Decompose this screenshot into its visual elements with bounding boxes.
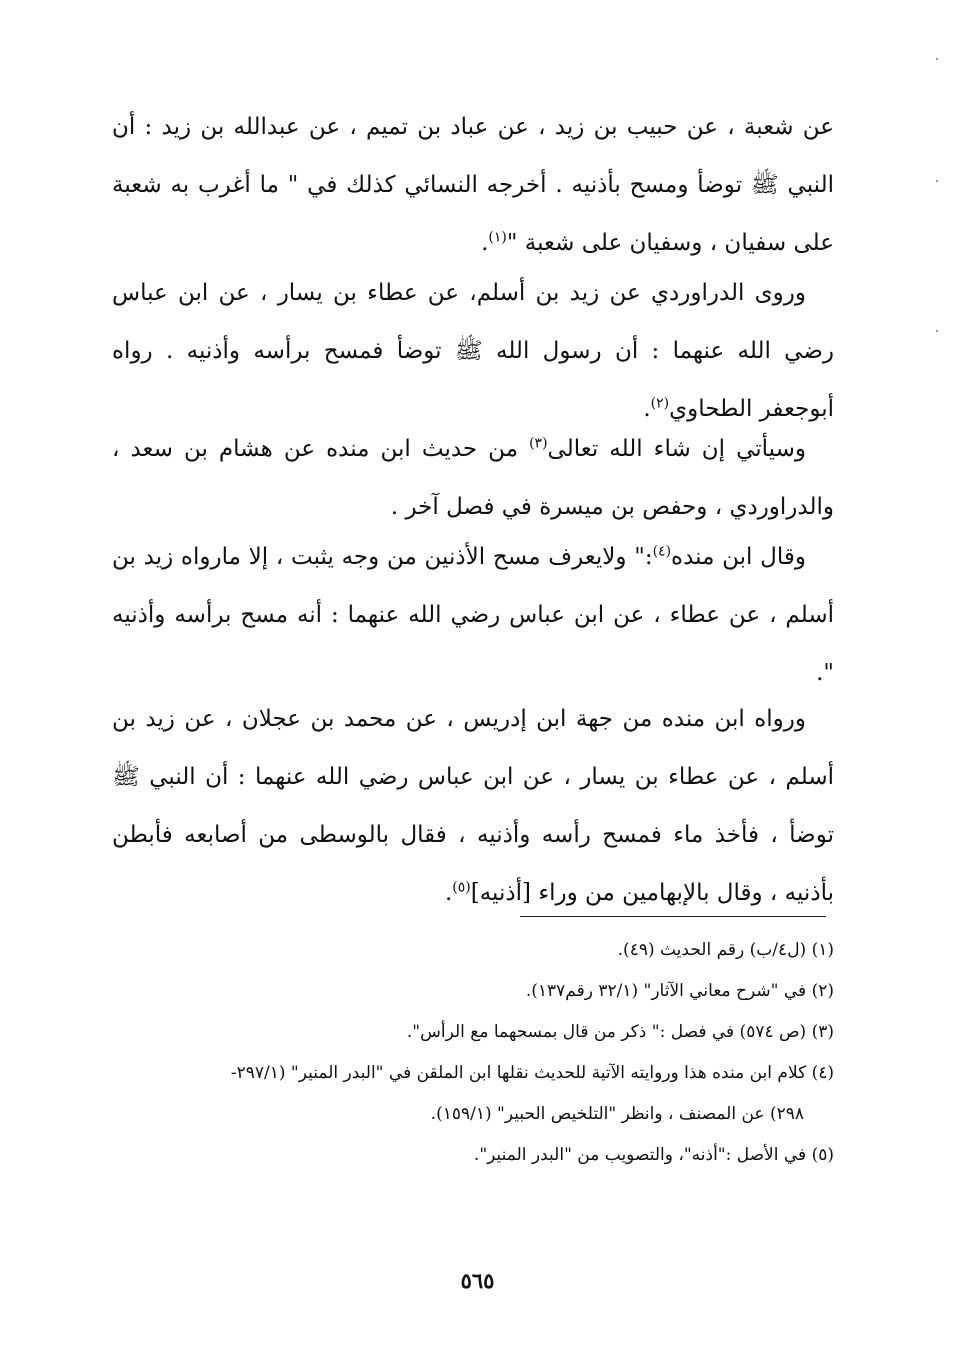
paragraph-tail: .: [444, 880, 453, 906]
footnote-1: (١) (ل٤/ب) رقم الحديث (٤٩).: [617, 940, 834, 960]
paragraph-4: [112, 528, 834, 702]
footnote-ref-1: (١): [488, 229, 507, 246]
paragraph-5: [112, 690, 834, 922]
margin-speck: [936, 180, 938, 182]
footnote-5: (٥) في الأصل :"أذنه"، والتصويب من "البدر المنير".: [473, 1145, 834, 1165]
footnote-ref-4: (٤): [652, 543, 672, 560]
footnote-2: (٢) في "شرح معاني الآثار" (٣٢/١ رقم١٣٧).: [525, 981, 834, 1001]
paragraph-tail: .: [643, 396, 651, 422]
footnote-4-continued: ٢٩٨) عن المصنف ، وانظر "التلخيص الحبير" (١٥٩/١).: [430, 1104, 804, 1124]
paragraph-tail: .: [481, 230, 489, 256]
paragraph-text: وسيأتي إن شاء الله تعالى: [547, 436, 806, 462]
footnote-4: (٤) كلام ابن منده هذا وروايته الآتية للحديث نقلها ابن الملقن في "البدر المنير" (٢٩٧/١-: [230, 1063, 834, 1083]
paragraph-text: وروى الدراوردي عن زيد بن أسلم، عن عطاء بن يسار ، عن ابن عباس رضي الله عنهما : أن رسول الله ﷺ توضأ فمسح برأسه وأذنيه . رواه أبوجعفر الطحاوي: [112, 280, 834, 422]
paragraph-text: ورواه ابن منده من جهة ابن إدريس ، عن محمد بن عجلان ، عن زيد بن أسلم ، عن عطاء بن يسار ، عن ابن عباس رضي الله عنهما : أن النبي ﷺ توضأ ، فأخذ ماء فمسح رأسه وأذنيه ، فقال بالوسطى من أصابعه فأبطن بأذنيه ، وقال بالإبهامين من وراء [أذنيه]: [112, 706, 834, 906]
paragraph-tail: :" ولايعرف مسح الأذنين من وجه يثبت ، إلا مارواه زيد بن أسلم ، عن عطاء ، عن ابن عباس رضي الله عنهما : أنه مسح برأسه وأذنيه ".: [112, 544, 834, 686]
footnote-3: (٣) (ص ٥٧٤) في فصل :" ذكر من قال بمسحهما مع الرأس".: [406, 1022, 834, 1042]
footnote-separator: [520, 916, 826, 917]
paragraph-text: وقال ابن منده: [671, 544, 806, 570]
footnotes: [110, 930, 834, 1176]
footnote-ref-2: (٢): [650, 395, 670, 412]
paragraph-text: عن شعبة ، عن حبيب بن زيد ، عن عباد بن تميم ، عن عبدالله بن زيد : أن النبي ﷺ توضأ ومسح بأذنيه . أخرجه النسائي كذلك في " ما أغرب به شعبة على سفيان ، وسفيان على شعبة ": [112, 114, 834, 256]
page-number: ٥٦٥: [460, 1268, 495, 1293]
paragraph-1: [112, 98, 834, 272]
margin-speck: [936, 330, 938, 332]
margin-speck: [936, 58, 938, 60]
footnote-ref-5: (٥): [452, 879, 471, 896]
paragraph-2: [112, 264, 834, 438]
paragraph-3: [112, 420, 834, 536]
paragraph-tail: من حديث ابن منده عن هشام بن سعد ، والدراوردي ، وحفص بن ميسرة في فصل آخر .: [112, 436, 834, 520]
footnote-ref-3: (٣): [529, 435, 548, 452]
